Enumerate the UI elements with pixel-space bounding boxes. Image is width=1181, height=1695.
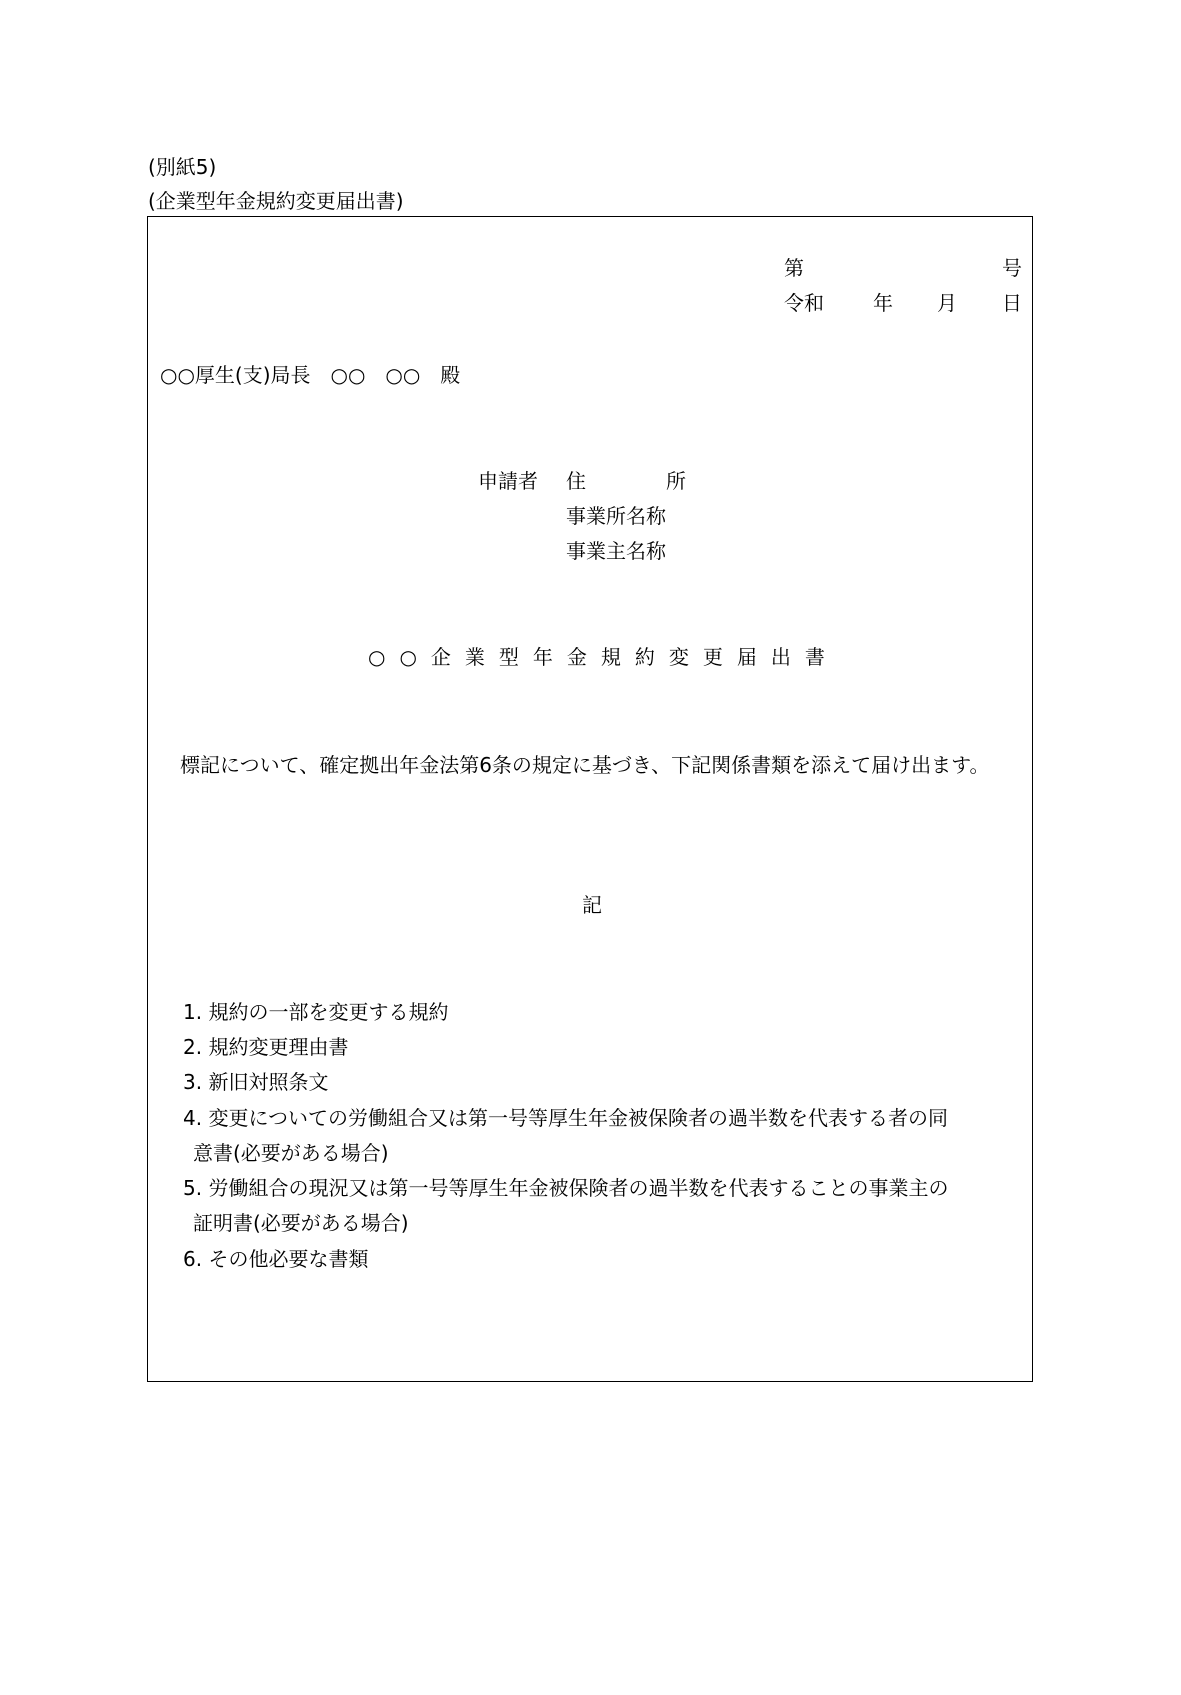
list-item-5-continued: 証明書(必要がある場合)	[193, 1211, 409, 1235]
attachment-label: (別紙5)	[148, 155, 217, 179]
date-month: 月	[937, 291, 957, 315]
applicant-owner-label: 事業主名称	[566, 539, 666, 563]
applicant-address-label: 住 所	[566, 469, 686, 493]
date-year: 年	[873, 291, 893, 315]
number-suffix: 号	[1002, 256, 1022, 280]
applicant-office-label: 事業所名称	[566, 504, 666, 528]
body-text: 標記について、確定拠出年金法第6条の規定に基づき、下記関係書類を添えて届け出ます。	[180, 753, 990, 777]
list-item-4-continued: 意書(必要がある場合)	[193, 1141, 389, 1165]
document-frame	[147, 216, 1033, 1382]
list-item-3: 3. 新旧対照条文	[183, 1070, 329, 1094]
list-item-2: 2. 規約変更理由書	[183, 1035, 349, 1059]
form-name-label: (企業型年金規約変更届出書)	[148, 189, 404, 213]
document-title: ○○企業型年金規約変更届出書	[368, 645, 839, 669]
date-era: 令和	[784, 291, 824, 315]
addressee: ○○厚生(支)局長 ○○ ○○ 殿	[160, 363, 461, 387]
list-item-4: 4. 変更についての労働組合又は第一号等厚生年金被保険者の過半数を代表する者の同	[183, 1106, 949, 1130]
list-item-1: 1. 規約の一部を変更する規約	[183, 1000, 449, 1024]
date-day: 日	[1002, 291, 1022, 315]
number-prefix: 第	[784, 256, 804, 280]
list-item-6: 6. その他必要な書類	[183, 1247, 369, 1271]
ki-label: 記	[582, 893, 602, 917]
applicant-label: 申請者	[478, 469, 538, 493]
list-item-5: 5. 労働組合の現況又は第一号等厚生年金被保険者の過半数を代表することの事業主の	[183, 1176, 949, 1200]
